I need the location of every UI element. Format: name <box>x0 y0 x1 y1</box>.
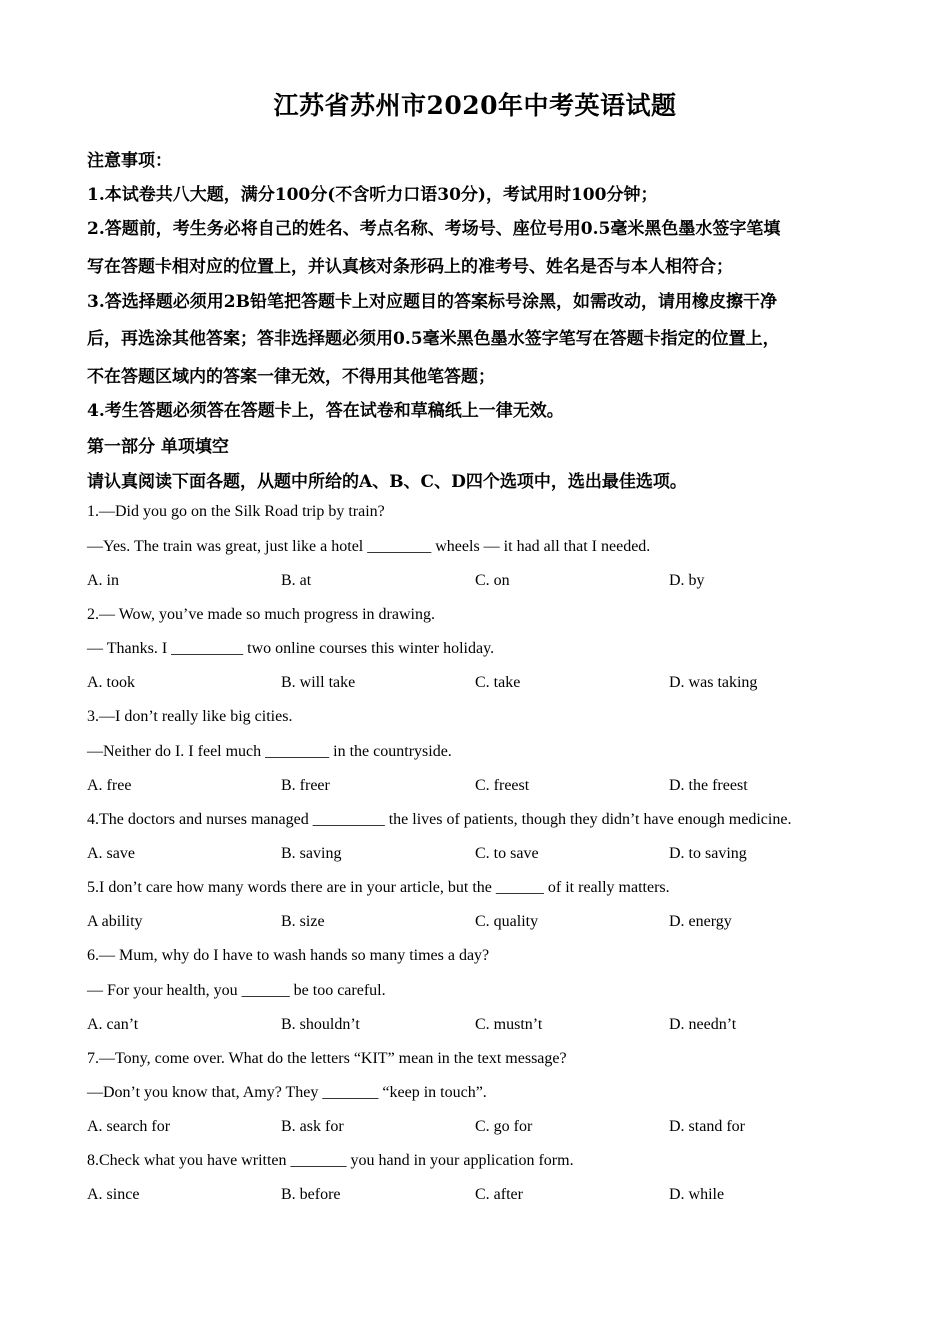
option-c: C. take <box>475 674 521 691</box>
question-text: 4.The doctors and nurses managed _________ the lives of patients, though they didn’t have enough medicine. <box>87 811 792 828</box>
option-a: A. save <box>87 845 135 862</box>
option-a: A. search for <box>87 1118 171 1135</box>
option-b: B. freer <box>281 777 330 794</box>
question-text: —Don’t you know that, Amy? They _______ “keep in touch”. <box>87 1084 487 1101</box>
option-a: A. took <box>87 674 135 691</box>
option-b: B. size <box>281 913 325 930</box>
option-d: D. stand for <box>669 1118 745 1135</box>
notice-line: 1.本试卷共八大题，满分100分(不含听力口语30分)，考试用时100分钟； <box>87 185 658 205</box>
option-a: A. since <box>87 1186 140 1203</box>
option-b: B. will take <box>281 674 356 691</box>
option-b: B. shouldn’t <box>281 1016 360 1033</box>
question-text: — Thanks. I _________ two online courses this winter holiday. <box>87 640 495 657</box>
option-d: D. to saving <box>669 845 747 862</box>
option-c: C. on <box>475 572 510 589</box>
option-c: C. quality <box>475 913 539 930</box>
section-heading: 第一部分 单项填空 <box>87 437 229 457</box>
notice-line: 不在答题区域内的答案一律无效，不得用其他笔答题； <box>87 367 495 387</box>
notice-line: 2.答题前，考生务必将自己的姓名、考点名称、考场号、座位号用0.5毫米黑色墨水签字笔填 <box>87 219 781 239</box>
question-text: 3.—I don’t really like big cities. <box>87 708 293 725</box>
question-text: 5.I don’t care how many words there are in your article, but the ______ of it really matters. <box>87 879 670 896</box>
option-c: C. mustn’t <box>475 1016 543 1033</box>
option-a: A. free <box>87 777 132 794</box>
option-d: D. was taking <box>669 674 758 691</box>
notice-line: 后，再选涂其他答案；答非选择题必须用0.5毫米黑色墨水签字笔写在答题卡指定的位置上， <box>87 329 780 349</box>
question-text: 8.Check what you have written _______ you hand in your application form. <box>87 1152 574 1169</box>
option-d: D. while <box>669 1186 725 1203</box>
option-d: D. by <box>669 572 705 589</box>
option-c: C. to save <box>475 845 539 862</box>
notice-line: 3.答选择题必须用2B铅笔把答题卡上对应题目的答案标号涂黑，如需改动，请用橡皮擦干净 <box>87 292 777 312</box>
notice-line: 4.考生答题必须答在答题卡上，答在试卷和草稿纸上一律无效。 <box>87 401 564 421</box>
option-d: D. needn’t <box>669 1016 737 1033</box>
question-text: 6.— Mum, why do I have to wash hands so many times a day? <box>87 947 490 964</box>
option-a: A. can’t <box>87 1016 139 1033</box>
option-c: C. go for <box>475 1118 533 1135</box>
question-text: 1.—Did you go on the Silk Road trip by train? <box>87 503 385 520</box>
notice-line: 写在答题卡相对应的位置上，并认真核对条形码上的准考号、姓名是否与本人相符合； <box>87 257 733 277</box>
question-text: 7.—Tony, come over. What do the letters “KIT” mean in the text message? <box>87 1050 567 1067</box>
option-d: D. energy <box>669 913 732 930</box>
option-b: B. saving <box>281 845 342 862</box>
option-b: B. at <box>281 572 312 589</box>
option-d: D. the freest <box>669 777 748 794</box>
question-text: —Yes. The train was great, just like a hotel ________ wheels — it had all that I needed. <box>87 538 651 555</box>
section-instruction: 请认真阅读下面各题，从题中所给的A、B、C、D四个选项中，选出最佳选项。 <box>87 472 687 492</box>
question-text: —Neither do I. I feel much ________ in the countryside. <box>87 743 452 760</box>
question-text: — For your health, you ______ be too careful. <box>87 982 386 999</box>
question-text: 2.— Wow, you’ve made so much progress in drawing. <box>87 606 435 623</box>
option-c: C. freest <box>475 777 530 794</box>
option-b: B. ask for <box>281 1118 344 1135</box>
notice-heading: 注意事项： <box>87 151 172 171</box>
option-a: A. in <box>87 572 119 589</box>
option-b: B. before <box>281 1186 341 1203</box>
option-a: A ability <box>87 913 143 930</box>
option-c: C. after <box>475 1186 523 1203</box>
page-title: 江苏省苏州市2020年中考英语试题 <box>273 91 677 120</box>
